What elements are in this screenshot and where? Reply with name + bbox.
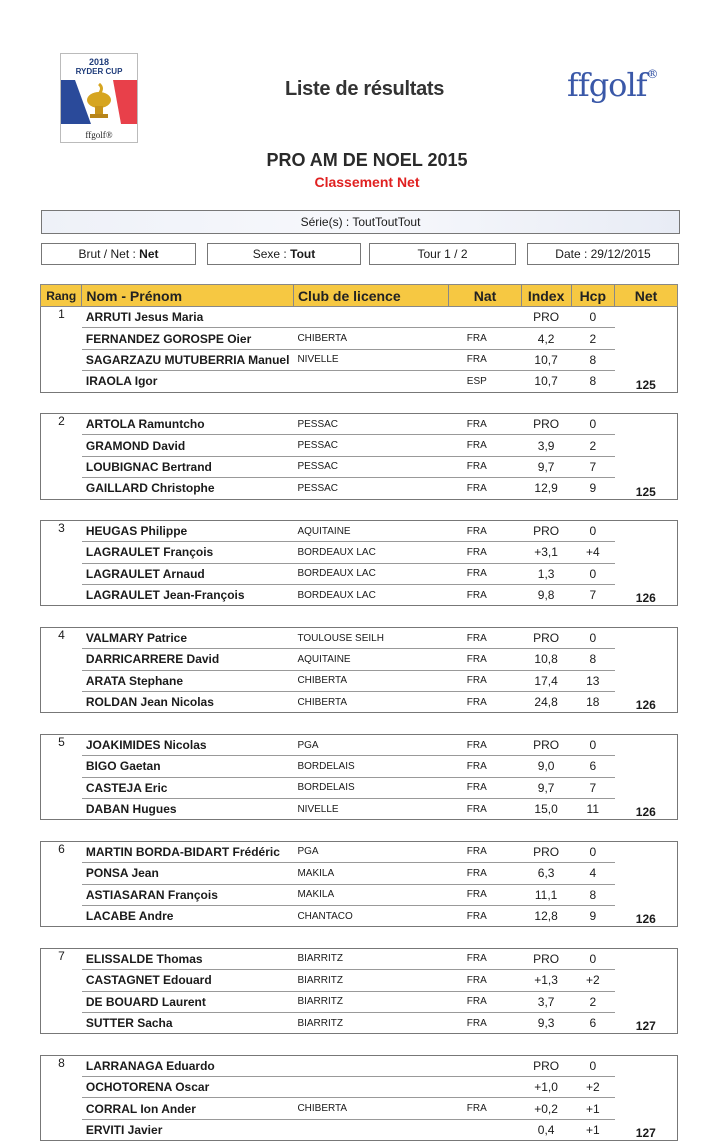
player-name: GAILLARD Christophe bbox=[85, 481, 215, 496]
hcp-cell: 0 bbox=[571, 948, 615, 969]
club-cell bbox=[293, 1119, 448, 1140]
player-name: GRAMOND David bbox=[82, 435, 294, 456]
col-net: Net bbox=[615, 285, 678, 307]
player-name: LOUBIGNAC Bertrand bbox=[82, 456, 294, 477]
hcp-cell: 0 bbox=[571, 841, 615, 862]
table-row bbox=[41, 456, 678, 477]
hcp-cell: 18 bbox=[586, 695, 600, 710]
index-cell: 10,7 bbox=[521, 349, 571, 370]
table-row bbox=[41, 349, 678, 370]
player-name: CASTEJA Eric bbox=[82, 777, 294, 798]
nat-cell: FRA bbox=[449, 841, 521, 862]
hcp-cell: 0 bbox=[571, 413, 615, 434]
club-cell: MAKILA bbox=[293, 884, 448, 905]
hcp-cell: 8 bbox=[571, 649, 615, 670]
nat-cell: FRA bbox=[466, 482, 487, 494]
nat-cell: FRA bbox=[466, 803, 487, 815]
index-cell: 11,1 bbox=[521, 884, 571, 905]
hcp-cell: +1 bbox=[585, 1123, 600, 1138]
hcp-cell: 4 bbox=[571, 863, 615, 884]
club-cell: NIVELLE bbox=[297, 803, 339, 815]
rank-cell: 5 bbox=[58, 734, 65, 749]
club-cell: BORDEAUX LAC bbox=[293, 563, 448, 584]
hcp-cell: +2 bbox=[571, 1077, 615, 1098]
nat-cell: FRA bbox=[449, 520, 521, 541]
nat-cell: FRA bbox=[466, 1017, 487, 1029]
index-cell: 9,7 bbox=[521, 456, 571, 477]
index-cell: 9,7 bbox=[521, 777, 571, 798]
index-cell: 10,7 bbox=[534, 374, 558, 389]
index-cell: 9,3 bbox=[537, 1016, 555, 1031]
player-name: SUTTER Sacha bbox=[85, 1016, 173, 1031]
table-row bbox=[41, 798, 678, 819]
table-row bbox=[41, 478, 678, 499]
table-row bbox=[41, 328, 678, 349]
player-name: LARRANAGA Eduardo bbox=[82, 1055, 294, 1076]
team-group bbox=[41, 520, 678, 606]
table-row bbox=[41, 542, 678, 563]
hcp-cell: 6 bbox=[589, 1016, 597, 1031]
table-row bbox=[41, 756, 678, 777]
club-cell: PESSAC bbox=[293, 413, 448, 434]
date-filter: Date : 29/12/2015 bbox=[527, 243, 679, 265]
table-row bbox=[41, 413, 678, 434]
index-cell: 4,2 bbox=[521, 328, 571, 349]
hcp-cell: 2 bbox=[571, 435, 615, 456]
player-name: VALMARY Patrice bbox=[82, 627, 294, 648]
index-cell: PRO bbox=[521, 520, 571, 541]
table-row bbox=[41, 1098, 678, 1119]
club-cell: PESSAC bbox=[293, 435, 448, 456]
col-club: Club de licence bbox=[293, 285, 448, 307]
hcp-cell: 9 bbox=[589, 909, 597, 924]
nat-cell: FRA bbox=[449, 349, 521, 370]
ranking-subtitle: Classement Net bbox=[314, 174, 420, 190]
player-name: LAGRAULET François bbox=[82, 542, 294, 563]
logo-brand: ffgolf® bbox=[85, 130, 113, 140]
net-score: 126 bbox=[635, 591, 656, 606]
event-title: PRO AM DE NOEL 2015 bbox=[266, 150, 468, 170]
hcp-cell: +1 bbox=[571, 1098, 615, 1119]
club-cell: BORDEAUX LAC bbox=[293, 542, 448, 563]
hcp-cell: 0 bbox=[571, 1055, 615, 1076]
club-cell: BIARRITZ bbox=[293, 948, 448, 969]
player-name: DE BOUARD Laurent bbox=[82, 991, 294, 1012]
rank-cell: 4 bbox=[58, 627, 65, 642]
hcp-cell: 0 bbox=[571, 307, 615, 328]
nat-cell: FRA bbox=[449, 777, 521, 798]
club-cell bbox=[293, 1077, 448, 1098]
nat-cell: FRA bbox=[449, 649, 521, 670]
index-cell: 1,3 bbox=[521, 563, 571, 584]
index-cell: 15,0 bbox=[534, 802, 558, 817]
hcp-cell: 8 bbox=[589, 374, 597, 389]
club-cell bbox=[293, 307, 448, 328]
net-score: 125 bbox=[635, 484, 656, 499]
hcp-cell: 6 bbox=[571, 756, 615, 777]
brut-net-label: Brut / Net : bbox=[78, 247, 136, 261]
table-row bbox=[41, 777, 678, 798]
index-cell: 12,8 bbox=[534, 909, 558, 924]
hcp-cell: 8 bbox=[571, 884, 615, 905]
col-nat: Nat bbox=[449, 285, 521, 307]
nat-cell: FRA bbox=[449, 863, 521, 884]
player-name: ARRUTI Jesus Maria bbox=[82, 307, 294, 328]
table-row bbox=[41, 371, 678, 392]
hcp-cell: 7 bbox=[571, 456, 615, 477]
table-row bbox=[41, 863, 678, 884]
rank-cell: 6 bbox=[58, 841, 65, 856]
index-cell: 10,8 bbox=[521, 649, 571, 670]
index-cell: PRO bbox=[521, 627, 571, 648]
sexe-value: Tout bbox=[290, 247, 316, 261]
hcp-cell: 9 bbox=[589, 481, 597, 496]
table-row bbox=[41, 841, 678, 862]
club-cell: AQUITAINE bbox=[293, 520, 448, 541]
player-name: JOAKIMIDES Nicolas bbox=[82, 734, 294, 755]
table-row bbox=[41, 1077, 678, 1098]
col-index: Index bbox=[521, 285, 571, 307]
nat-cell: FRA bbox=[449, 563, 521, 584]
nat-cell: FRA bbox=[449, 456, 521, 477]
club-cell: BIARRITZ bbox=[293, 991, 448, 1012]
club-cell: CHIBERTA bbox=[293, 328, 448, 349]
club-cell: BIARRITZ bbox=[297, 1017, 343, 1029]
index-cell: PRO bbox=[521, 841, 571, 862]
team-group bbox=[41, 1055, 678, 1141]
club-cell: BORDELAIS bbox=[293, 777, 448, 798]
net-score: 126 bbox=[635, 805, 656, 820]
club-cell: AQUITAINE bbox=[293, 649, 448, 670]
player-name: FERNANDEZ GOROSPE Oier bbox=[82, 328, 294, 349]
player-name: IRAOLA Igor bbox=[85, 374, 158, 389]
table-row bbox=[41, 692, 678, 713]
results-table bbox=[40, 284, 678, 1141]
team-group bbox=[41, 413, 678, 499]
nat-cell bbox=[449, 1119, 521, 1140]
serie-filter: Série(s) : ToutToutTout bbox=[41, 210, 680, 234]
table-row bbox=[41, 970, 678, 991]
nat-cell: FRA bbox=[466, 910, 487, 922]
club-cell: PESSAC bbox=[297, 482, 339, 494]
player-name: ARTOLA Ramuntcho bbox=[82, 413, 294, 434]
table-row bbox=[41, 649, 678, 670]
table-row bbox=[41, 991, 678, 1012]
nat-cell: FRA bbox=[449, 884, 521, 905]
player-name: ELISSALDE Thomas bbox=[82, 948, 294, 969]
ffgolf-brand-logo bbox=[567, 66, 658, 104]
player-name: HEUGAS Philippe bbox=[82, 520, 294, 541]
hcp-cell: 0 bbox=[571, 627, 615, 648]
brut-net-filter bbox=[41, 243, 196, 265]
index-cell: 9,8 bbox=[537, 588, 555, 603]
tour-filter: Tour 1 / 2 bbox=[369, 243, 516, 265]
club-cell: CHIBERTA bbox=[293, 670, 448, 691]
nat-cell: ESP bbox=[466, 375, 487, 387]
col-hcp: Hcp bbox=[571, 285, 615, 307]
nat-cell bbox=[449, 307, 521, 328]
brand-text: ffgolf bbox=[567, 66, 647, 104]
index-cell: 24,8 bbox=[534, 695, 558, 710]
table-row bbox=[41, 585, 678, 606]
nat-cell bbox=[449, 1055, 521, 1076]
table-row bbox=[41, 884, 678, 905]
nat-cell: FRA bbox=[449, 734, 521, 755]
nat-cell: FRA bbox=[449, 413, 521, 434]
index-cell: 0,4 bbox=[537, 1123, 555, 1138]
nat-cell: FRA bbox=[449, 991, 521, 1012]
index-cell: 3,7 bbox=[521, 991, 571, 1012]
player-name: CASTAGNET Edouard bbox=[82, 970, 294, 991]
player-name: BIGO Gaetan bbox=[82, 756, 294, 777]
table-header-row bbox=[41, 285, 678, 307]
club-cell: BORDELAIS bbox=[293, 756, 448, 777]
index-cell: +1,0 bbox=[521, 1077, 571, 1098]
sexe-filter bbox=[207, 243, 361, 265]
net-score: 125 bbox=[635, 377, 656, 392]
hcp-cell: 0 bbox=[571, 520, 615, 541]
table-row bbox=[41, 1012, 678, 1033]
hcp-cell: 13 bbox=[571, 670, 615, 691]
table-row bbox=[41, 435, 678, 456]
index-cell: 17,4 bbox=[521, 670, 571, 691]
table-row bbox=[41, 905, 678, 926]
player-name: LAGRAULET Arnaud bbox=[82, 563, 294, 584]
table-row bbox=[41, 520, 678, 541]
nat-cell: FRA bbox=[449, 435, 521, 456]
nat-cell: FRA bbox=[449, 328, 521, 349]
index-cell: 12,9 bbox=[534, 481, 558, 496]
rank-cell: 1 bbox=[58, 307, 65, 321]
club-cell: PESSAC bbox=[293, 456, 448, 477]
nat-cell: FRA bbox=[466, 589, 487, 601]
club-cell: TOULOUSE SEILH bbox=[293, 627, 448, 648]
team-group bbox=[41, 841, 678, 927]
player-name: LAGRAULET Jean-François bbox=[85, 588, 245, 603]
index-cell: +0,2 bbox=[521, 1098, 571, 1119]
rank-cell: 7 bbox=[58, 948, 65, 963]
net-score: 126 bbox=[635, 912, 656, 927]
rank-cell: 8 bbox=[58, 1055, 65, 1070]
index-cell: 3,9 bbox=[521, 435, 571, 456]
player-name: ROLDAN Jean Nicolas bbox=[85, 695, 214, 710]
table-row bbox=[41, 627, 678, 648]
index-cell: +3,1 bbox=[521, 542, 571, 563]
club-cell: PGA bbox=[293, 734, 448, 755]
club-cell: CHIBERTA bbox=[297, 696, 348, 708]
index-cell: PRO bbox=[521, 413, 571, 434]
document-title: Liste de résultats bbox=[285, 78, 445, 100]
hcp-cell: 2 bbox=[571, 991, 615, 1012]
hcp-cell: 2 bbox=[571, 328, 615, 349]
brut-net-value: Net bbox=[139, 247, 159, 261]
index-cell: PRO bbox=[521, 307, 571, 328]
hcp-cell: +4 bbox=[571, 542, 615, 563]
hcp-cell: 7 bbox=[589, 588, 597, 603]
hcp-cell: 0 bbox=[571, 563, 615, 584]
hcp-cell: 7 bbox=[571, 777, 615, 798]
net-score: 127 bbox=[635, 1019, 656, 1034]
col-nom: Nom - Prénom bbox=[82, 285, 294, 307]
net-score: 126 bbox=[635, 698, 656, 713]
player-name: OCHOTORENA Oscar bbox=[82, 1077, 294, 1098]
club-cell: BIARRITZ bbox=[293, 970, 448, 991]
net-score: 127 bbox=[635, 1126, 656, 1141]
trophy-icon bbox=[61, 80, 137, 124]
index-cell: PRO bbox=[521, 734, 571, 755]
index-cell: PRO bbox=[521, 1055, 571, 1076]
player-name: DARRICARRERE David bbox=[82, 649, 294, 670]
player-name: MARTIN BORDA-BIDART Frédéric bbox=[82, 841, 294, 862]
ryder-cup-logo bbox=[60, 53, 138, 143]
club-cell: PGA bbox=[293, 841, 448, 862]
team-group bbox=[41, 948, 678, 1034]
index-cell: 6,3 bbox=[521, 863, 571, 884]
nat-cell: FRA bbox=[449, 542, 521, 563]
index-cell: +1,3 bbox=[521, 970, 571, 991]
nat-cell: FRA bbox=[449, 627, 521, 648]
logo-year: 2018 bbox=[88, 57, 110, 67]
index-cell: PRO bbox=[521, 948, 571, 969]
club-cell: BORDEAUX LAC bbox=[297, 589, 376, 601]
nat-cell: FRA bbox=[466, 696, 487, 708]
nat-cell bbox=[449, 1077, 521, 1098]
player-name: DABAN Hugues bbox=[85, 802, 177, 817]
col-rang: Rang bbox=[41, 285, 82, 307]
player-name: ARATA Stephane bbox=[82, 670, 294, 691]
player-name: PONSA Jean bbox=[82, 863, 294, 884]
hcp-cell: 8 bbox=[571, 349, 615, 370]
club-cell: NIVELLE bbox=[293, 349, 448, 370]
nat-cell: FRA bbox=[449, 670, 521, 691]
table-row bbox=[41, 1119, 678, 1140]
player-name: ERVITI Javier bbox=[85, 1123, 163, 1138]
table-row bbox=[41, 1055, 678, 1076]
table-row bbox=[41, 307, 678, 328]
team-group bbox=[41, 307, 678, 393]
team-group bbox=[41, 734, 678, 820]
player-name: CORRAL Ion Ander bbox=[82, 1098, 294, 1119]
nat-cell: FRA bbox=[449, 756, 521, 777]
nat-cell: FRA bbox=[449, 1098, 521, 1119]
team-group bbox=[41, 627, 678, 713]
player-name: ASTIASARAN François bbox=[82, 884, 294, 905]
player-name: LACABE Andre bbox=[85, 909, 174, 924]
registered-mark: ® bbox=[646, 67, 658, 82]
index-cell: 9,0 bbox=[521, 756, 571, 777]
table-row bbox=[41, 948, 678, 969]
player-name: SAGARZAZU MUTUBERRIA Manuel bbox=[82, 349, 294, 370]
table-row bbox=[41, 734, 678, 755]
hcp-cell: 0 bbox=[571, 734, 615, 755]
logo-event: RYDER CUP bbox=[75, 67, 123, 76]
club-cell bbox=[293, 1055, 448, 1076]
rank-cell: 3 bbox=[58, 520, 65, 535]
hcp-cell: 11 bbox=[586, 802, 600, 817]
table-row bbox=[41, 670, 678, 691]
hcp-cell: +2 bbox=[571, 970, 615, 991]
table-row bbox=[41, 563, 678, 584]
club-cell: CHANTACO bbox=[297, 910, 353, 922]
sexe-label: Sexe : bbox=[252, 247, 287, 261]
club-cell: MAKILA bbox=[293, 863, 448, 884]
club-cell bbox=[293, 371, 448, 392]
nat-cell: FRA bbox=[449, 948, 521, 969]
club-cell: CHIBERTA bbox=[293, 1098, 448, 1119]
rank-cell: 2 bbox=[58, 413, 65, 428]
nat-cell: FRA bbox=[449, 970, 521, 991]
